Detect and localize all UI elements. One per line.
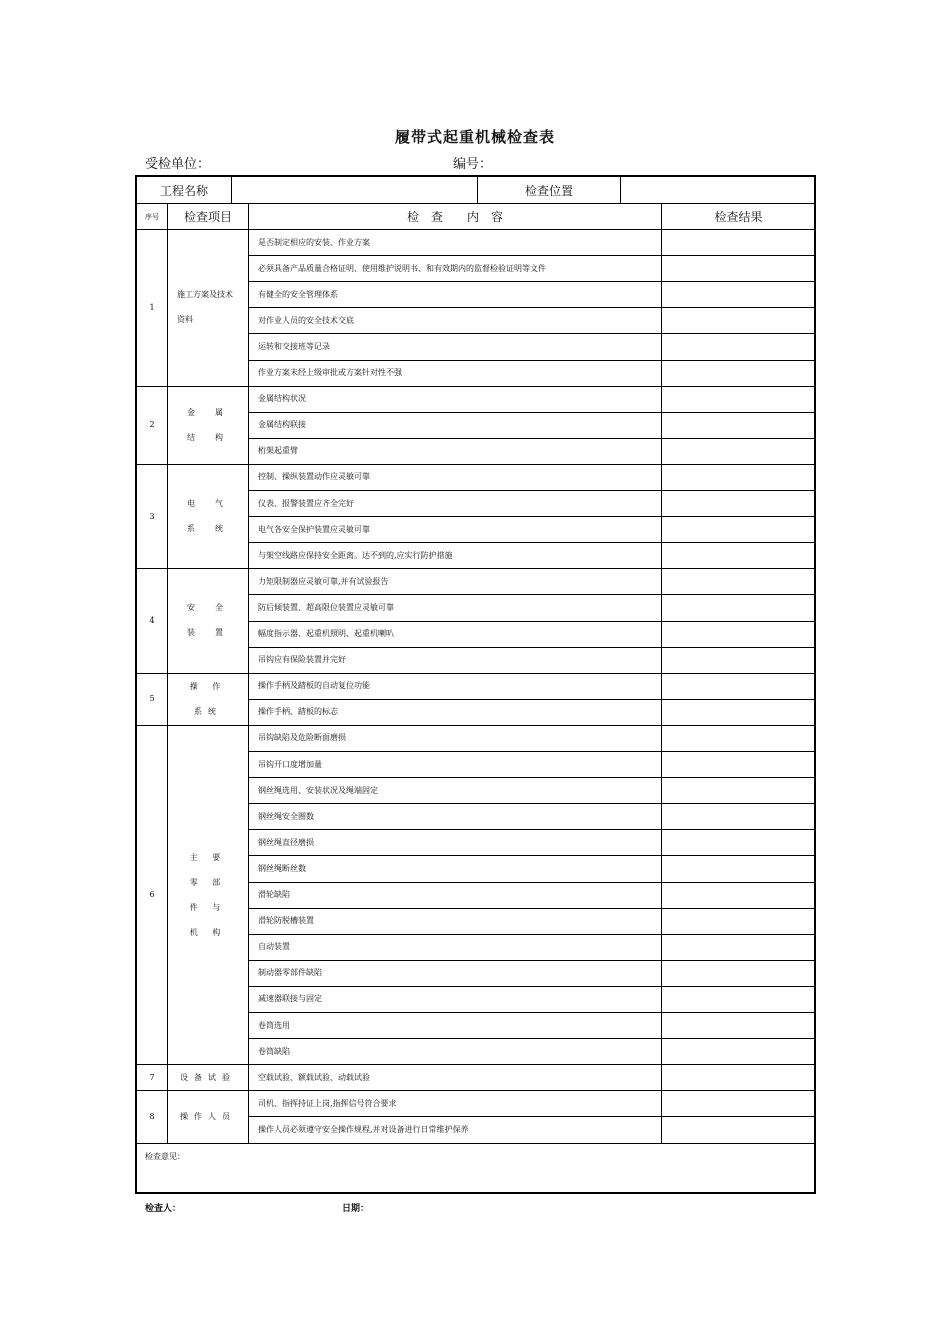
seq-cell: 7 bbox=[149, 1072, 155, 1082]
inspection-table bbox=[135, 175, 816, 1194]
row-divider bbox=[248, 621, 815, 622]
check-result-cell[interactable] bbox=[662, 1012, 815, 1038]
project-name-field[interactable] bbox=[232, 177, 477, 203]
row-divider bbox=[248, 333, 815, 334]
inspection-item-label: 安 全 bbox=[187, 603, 229, 613]
inspected-unit-label: 受检单位： bbox=[145, 157, 211, 172]
item-header: 检查项目 bbox=[183, 210, 232, 224]
seq-cell: 8 bbox=[149, 1111, 155, 1121]
check-content-cell: 是否制定相应的安装、作业方案 bbox=[258, 237, 370, 247]
inspection-item-label: 系 统 bbox=[187, 524, 229, 534]
check-result-cell[interactable] bbox=[662, 1090, 815, 1116]
check-content-cell: 有健全的安全管理体系 bbox=[258, 289, 338, 299]
check-content-cell: 钢丝绳直径磨损 bbox=[258, 837, 314, 847]
row-divider bbox=[248, 882, 815, 883]
check-result-cell[interactable] bbox=[662, 255, 815, 281]
check-result-cell[interactable] bbox=[662, 1064, 815, 1090]
check-result-cell[interactable] bbox=[662, 360, 815, 386]
row-divider bbox=[248, 751, 815, 752]
check-content-cell: 钢丝绳断丝数 bbox=[258, 863, 306, 873]
check-content-cell: 仪表、报警装置应齐全完好 bbox=[258, 498, 354, 508]
header-divider bbox=[137, 203, 815, 204]
serial-number-label: 编号： bbox=[453, 157, 493, 172]
column-divider bbox=[248, 203, 249, 1143]
check-result-cell[interactable] bbox=[662, 934, 815, 960]
check-result-cell[interactable] bbox=[662, 594, 815, 620]
check-content-cell: 自动装置 bbox=[258, 942, 290, 952]
inspection-item-label: 施工方案及技术 bbox=[177, 290, 233, 300]
inspection-item-cell bbox=[168, 1090, 248, 1142]
check-content-cell: 与架空线路应保持安全距离。达不到的,应实行防护措施 bbox=[258, 550, 453, 560]
column-divider bbox=[661, 203, 662, 1143]
check-result-cell[interactable] bbox=[662, 516, 815, 542]
check-content-cell: 减速器联接与固定 bbox=[258, 994, 322, 1004]
row-divider bbox=[248, 516, 815, 517]
row-divider bbox=[248, 1038, 815, 1039]
check-content-cell: 对作业人员的安全技术交底 bbox=[258, 315, 354, 325]
check-result-cell[interactable] bbox=[662, 803, 815, 829]
result-header: 检查结果 bbox=[714, 210, 763, 224]
seq-header: 序号 bbox=[145, 212, 159, 221]
date-label: 日期： bbox=[342, 1204, 370, 1214]
check-result-cell[interactable] bbox=[662, 490, 815, 516]
check-result-cell[interactable] bbox=[662, 908, 815, 934]
check-content-cell: 制动器零部件缺陷 bbox=[258, 968, 322, 978]
row-divider bbox=[248, 934, 815, 935]
row-divider bbox=[248, 986, 815, 987]
check-content-cell: 滑轮缺陷 bbox=[258, 890, 290, 900]
row-divider bbox=[248, 281, 815, 282]
check-result-cell[interactable] bbox=[662, 438, 815, 464]
check-content-cell: 吊钩应有保险装置并完好 bbox=[258, 655, 346, 665]
check-content-cell: 作业方案未经上级审批或方案针对性不强 bbox=[258, 368, 402, 378]
group-divider bbox=[137, 1143, 815, 1144]
row-divider bbox=[248, 307, 815, 308]
row-divider bbox=[248, 594, 815, 595]
row-divider bbox=[248, 777, 815, 778]
seq-cell: 2 bbox=[149, 420, 155, 430]
inspection-item-label: 系统 bbox=[194, 706, 222, 716]
check-result-cell[interactable] bbox=[662, 568, 815, 594]
check-result-cell[interactable] bbox=[662, 882, 815, 908]
check-result-cell[interactable] bbox=[662, 1116, 815, 1142]
row-divider bbox=[248, 829, 815, 830]
check-result-cell[interactable] bbox=[662, 333, 815, 359]
row-divider bbox=[248, 908, 815, 909]
check-content-cell: 空载试验、额载试验、动载试验 bbox=[258, 1072, 370, 1082]
seq-cell: 1 bbox=[149, 302, 155, 312]
inspection-item-cell bbox=[168, 725, 248, 1064]
inspection-item-cell bbox=[168, 386, 248, 464]
seq-cell: 5 bbox=[149, 694, 155, 704]
column-divider bbox=[477, 177, 478, 203]
inspector-label: 检查人： bbox=[145, 1204, 182, 1214]
check-content-cell: 吊钩缺陷及危险断面磨损 bbox=[258, 733, 346, 743]
check-result-cell[interactable] bbox=[662, 855, 815, 881]
inspection-item-cell bbox=[168, 568, 248, 672]
column-divider bbox=[231, 177, 232, 203]
seq-cell: 6 bbox=[149, 890, 155, 900]
row-divider bbox=[248, 412, 815, 413]
inspection-item-label: 操作人员 bbox=[180, 1111, 236, 1121]
column-divider bbox=[167, 203, 168, 1143]
check-result-cell[interactable] bbox=[662, 412, 815, 438]
check-content-cell: 桁架起重臂 bbox=[258, 446, 298, 456]
inspection-item-label: 机 构 bbox=[189, 927, 227, 937]
inspection-item-label: 金 属 bbox=[187, 407, 229, 417]
row-divider bbox=[248, 699, 815, 700]
check-content-cell: 吊钩开口度增加量 bbox=[258, 759, 322, 769]
check-result-cell[interactable] bbox=[662, 542, 815, 568]
check-content-cell: 钢丝绳安全圈数 bbox=[258, 811, 314, 821]
inspection-item-label: 电 气 bbox=[187, 499, 229, 509]
check-result-cell[interactable] bbox=[662, 986, 815, 1012]
inspection-item-label: 操 作 bbox=[189, 681, 227, 691]
check-content-cell: 控制、操纵装置动作应灵敏可靠 bbox=[258, 472, 370, 482]
check-result-cell[interactable] bbox=[662, 673, 815, 699]
check-content-cell: 力矩限制器应灵敏可靠,并有试验报告 bbox=[258, 576, 389, 586]
row-divider bbox=[248, 438, 815, 439]
row-divider bbox=[248, 647, 815, 648]
inspection-item-cell bbox=[168, 673, 248, 725]
check-content-cell: 金属结构联接 bbox=[258, 420, 306, 430]
inspection-item-label: 件 与 bbox=[189, 902, 227, 912]
check-content-cell: 操作手柄、踏板的标志 bbox=[258, 707, 338, 717]
column-divider bbox=[620, 177, 621, 203]
check-content-cell: 金属结构状况 bbox=[258, 394, 306, 404]
check-content-cell: 运转和交接班等记录 bbox=[258, 341, 330, 351]
inspection-item-label: 装 置 bbox=[187, 628, 229, 638]
check-result-cell[interactable] bbox=[662, 229, 815, 255]
check-content-cell: 必须具备产品质量合格证明、使用维护说明书、和有效期内的监督检验证明等文件 bbox=[258, 263, 546, 273]
check-content-cell: 操作手柄及踏板的自动复位功能 bbox=[258, 681, 370, 691]
check-content-cell: 卷筒缺陷 bbox=[258, 1046, 290, 1056]
row-divider bbox=[248, 803, 815, 804]
seq-cell: 4 bbox=[149, 615, 155, 625]
row-divider bbox=[248, 1012, 815, 1013]
check-content-cell: 防后倾装置、超高限位装置应灵敏可靠 bbox=[258, 602, 394, 612]
content-header: 检 查 内 容 bbox=[406, 210, 503, 224]
inspection-item-label: 资料 bbox=[177, 315, 193, 325]
inspection-item-cell bbox=[168, 464, 248, 568]
check-result-cell[interactable] bbox=[662, 699, 815, 725]
location-label: 检查位置 bbox=[524, 183, 573, 198]
check-result-cell[interactable] bbox=[662, 386, 815, 412]
check-result-cell[interactable] bbox=[662, 281, 815, 307]
inspection-item-cell bbox=[168, 1064, 248, 1090]
row-divider bbox=[248, 542, 815, 543]
check-result-cell[interactable] bbox=[662, 621, 815, 647]
check-result-cell[interactable] bbox=[662, 647, 815, 673]
project-name-label: 工程名称 bbox=[159, 183, 208, 198]
check-result-cell[interactable] bbox=[662, 829, 815, 855]
inspection-item-label: 结 构 bbox=[187, 432, 229, 442]
page-title: 履带式起重机械检查表 bbox=[394, 128, 555, 146]
check-content-cell: 卷筒选用 bbox=[258, 1020, 290, 1030]
check-content-cell: 电气各安全保护装置应灵敏可靠 bbox=[258, 524, 370, 534]
inspection-item-label: 零 部 bbox=[189, 877, 227, 887]
check-result-cell[interactable] bbox=[662, 1038, 815, 1064]
row-divider bbox=[248, 360, 815, 361]
inspection-item-label: 设备试验 bbox=[180, 1072, 236, 1082]
row-divider bbox=[248, 255, 815, 256]
check-result-cell[interactable] bbox=[662, 464, 815, 490]
check-result-cell[interactable] bbox=[662, 960, 815, 986]
check-content-cell: 滑轮防脱槽装置 bbox=[258, 916, 314, 926]
check-result-cell[interactable] bbox=[662, 751, 815, 777]
check-content-cell: 钢丝绳选用、安装状况及绳端固定 bbox=[258, 785, 378, 795]
check-content-cell: 幅度指示器、起重机照明、起重机喇叭 bbox=[258, 629, 394, 639]
row-divider bbox=[248, 855, 815, 856]
row-divider bbox=[248, 490, 815, 491]
seq-cell: 3 bbox=[149, 511, 155, 521]
row-divider bbox=[248, 1116, 815, 1117]
check-result-cell[interactable] bbox=[662, 777, 815, 803]
check-result-cell[interactable] bbox=[662, 307, 815, 333]
inspection-item-label: 主 要 bbox=[189, 852, 227, 862]
location-field[interactable] bbox=[621, 177, 815, 203]
check-result-cell[interactable] bbox=[662, 725, 815, 751]
opinion-label: 检查意见： bbox=[145, 1151, 185, 1161]
check-content-cell: 操作人员必须遵守安全操作规程,并对设备进行日常维护保养 bbox=[258, 1124, 469, 1134]
row-divider bbox=[248, 960, 815, 961]
check-content-cell: 司机、指挥持证上岗,指挥信号符合要求 bbox=[258, 1098, 397, 1108]
inspection-item-cell bbox=[168, 229, 248, 386]
